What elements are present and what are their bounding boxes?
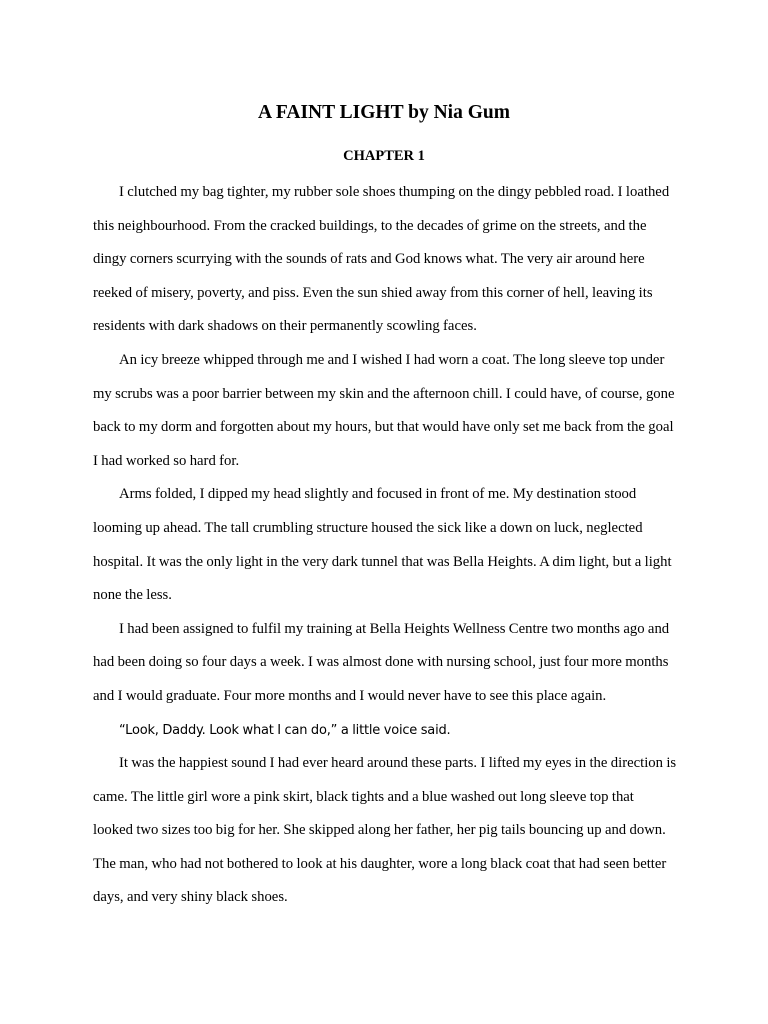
body-text — [93, 176, 677, 915]
document-title: A FAINT LIGHT by Nia Gum — [258, 102, 510, 123]
paragraph: An icy breeze whipped through me and I wished I had worn a coat. The long sleeve top under my scrubs was a poor barrier between my skin and the afternoon chill. I could have, of course, gone back to my dorm and forgotten about my hours, but that would have only set me back from the goal I had worked so hard for. — [93, 351, 675, 469]
paragraph: It was the happiest sound I had ever heard around these parts. I lifted my eyes in the direction is came. The little girl wore a pink skirt, black tights and a blue washed out long sleeve top that looked two sizes too big for her. She skipped along her father, her pig tails bouncing up and down. The man, who had not bothered to look at his daughter, wore a long black coat that had seen better days, and very shiny black shoes. — [93, 755, 677, 906]
paragraph: I had been assigned to fulfil my training at Bella Heights Wellness Centre two months ago and had been doing so four days a week. I was almost done with nursing school, just four more months and I would graduate. Four more months and I would never have to see this place again. — [93, 620, 670, 704]
paragraph: I clutched my bag tighter, my rubber sole shoes thumping on the dingy pebbled road. I loathed this neighbourhood. From the cracked buildings, to the decades of grime on the streets, and the dingy corners scurrying with the sounds of rats and God knows what. The very air around here reeked of misery, poverty, and piss. Even the sun shied away from this corner of hell, leaving its residents with dark shadows on their permanently scowling faces. — [93, 184, 670, 335]
paragraph: Arms folded, I dipped my head slightly and focused in front of me. My destination stood looming up ahead. The tall crumbling structure housed the sick like a down on luck, neglected hospital. It was the only light in the very dark tunnel that was Bella Heights. A dim light, but a light none the less. — [93, 486, 672, 604]
chapter-heading: CHAPTER 1 — [343, 148, 425, 164]
dialogue-paragraph: “Look, Daddy. Look what I can do,” a little voice said. — [119, 722, 451, 738]
